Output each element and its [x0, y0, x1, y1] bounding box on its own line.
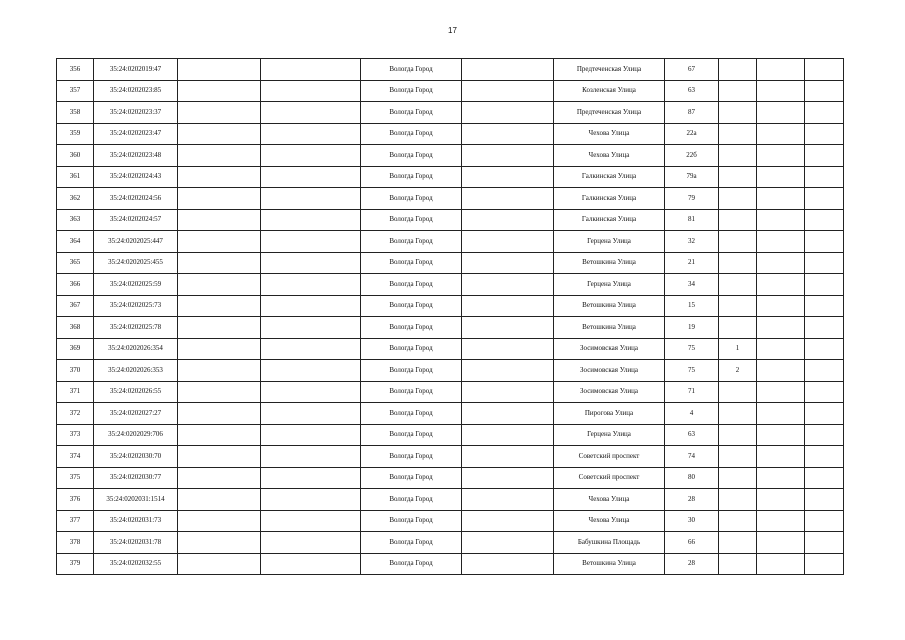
empty-cell: [462, 102, 554, 124]
apartment-cell: [719, 188, 757, 210]
cadastral-number-cell: 35:24:0202032:55: [94, 553, 178, 575]
row-number-cell: 371: [57, 381, 94, 403]
house-number-cell: 74: [665, 446, 719, 468]
row-number-cell: 378: [57, 532, 94, 554]
house-number-cell: 66: [665, 532, 719, 554]
empty-cell: [261, 317, 361, 339]
street-cell: Козленская Улица: [554, 80, 665, 102]
house-number-cell: 22а: [665, 123, 719, 145]
street-cell: Предтеченская Улица: [554, 59, 665, 81]
house-number-cell: 15: [665, 295, 719, 317]
city-cell: Вологда Город: [361, 231, 462, 253]
row-number-cell: 368: [57, 317, 94, 339]
row-number-cell: 372: [57, 403, 94, 425]
empty-cell: [805, 403, 844, 425]
empty-cell: [178, 489, 261, 511]
row-number-cell: 363: [57, 209, 94, 231]
house-number-cell: 28: [665, 553, 719, 575]
empty-cell: [261, 510, 361, 532]
house-number-cell: 79: [665, 188, 719, 210]
street-cell: Герцена Улица: [554, 274, 665, 296]
cadastral-number-cell: 35:24:0202025:455: [94, 252, 178, 274]
house-number-cell: 4: [665, 403, 719, 425]
house-number-cell: 87: [665, 102, 719, 124]
row-number-cell: 357: [57, 80, 94, 102]
cadastral-number-cell: 35:24:0202025:73: [94, 295, 178, 317]
city-cell: Вологда Город: [361, 295, 462, 317]
apartment-cell: [719, 424, 757, 446]
empty-cell: [178, 424, 261, 446]
empty-cell: [757, 381, 805, 403]
cadastral-number-cell: 35:24:0202029:706: [94, 424, 178, 446]
empty-cell: [178, 102, 261, 124]
house-number-cell: 79а: [665, 166, 719, 188]
row-number-cell: 365: [57, 252, 94, 274]
street-cell: Чехова Улица: [554, 510, 665, 532]
empty-cell: [757, 166, 805, 188]
empty-cell: [178, 274, 261, 296]
table-row: [57, 403, 844, 425]
empty-cell: [261, 553, 361, 575]
empty-cell: [261, 532, 361, 554]
empty-cell: [462, 381, 554, 403]
empty-cell: [805, 317, 844, 339]
table-row: [57, 188, 844, 210]
empty-cell: [805, 102, 844, 124]
street-cell: Чехова Улица: [554, 489, 665, 511]
empty-cell: [805, 360, 844, 382]
table-body: [57, 59, 844, 575]
street-cell: Чехова Улица: [554, 145, 665, 167]
empty-cell: [261, 467, 361, 489]
empty-cell: [178, 295, 261, 317]
cadastral-number-cell: 35:24:0202019:47: [94, 59, 178, 81]
apartment-cell: [719, 467, 757, 489]
empty-cell: [757, 188, 805, 210]
empty-cell: [805, 424, 844, 446]
empty-cell: [178, 80, 261, 102]
empty-cell: [757, 231, 805, 253]
house-number-cell: 67: [665, 59, 719, 81]
street-cell: Герцена Улица: [554, 231, 665, 253]
row-number-cell: 367: [57, 295, 94, 317]
empty-cell: [462, 403, 554, 425]
table-row: [57, 360, 844, 382]
cadastral-number-cell: 35:24:0202026:353: [94, 360, 178, 382]
empty-cell: [261, 231, 361, 253]
apartment-cell: [719, 80, 757, 102]
empty-cell: [261, 274, 361, 296]
street-cell: Ветошкина Улица: [554, 553, 665, 575]
house-number-cell: 63: [665, 80, 719, 102]
empty-cell: [462, 252, 554, 274]
city-cell: Вологда Город: [361, 381, 462, 403]
row-number-cell: 359: [57, 123, 94, 145]
empty-cell: [757, 446, 805, 468]
street-cell: Предтеченская Улица: [554, 102, 665, 124]
row-number-cell: 373: [57, 424, 94, 446]
empty-cell: [462, 510, 554, 532]
empty-cell: [805, 80, 844, 102]
empty-cell: [757, 209, 805, 231]
cadastral-number-cell: 35:24:0202023:47: [94, 123, 178, 145]
city-cell: Вологда Город: [361, 274, 462, 296]
empty-cell: [178, 188, 261, 210]
apartment-cell: [719, 295, 757, 317]
empty-cell: [757, 274, 805, 296]
empty-cell: [757, 295, 805, 317]
empty-cell: [178, 231, 261, 253]
city-cell: Вологда Город: [361, 403, 462, 425]
street-cell: Зосимовская Улица: [554, 338, 665, 360]
row-number-cell: 362: [57, 188, 94, 210]
empty-cell: [178, 59, 261, 81]
empty-cell: [261, 166, 361, 188]
table-row: [57, 553, 844, 575]
apartment-cell: [719, 489, 757, 511]
street-cell: Чехова Улица: [554, 123, 665, 145]
table-row: [57, 80, 844, 102]
cadastral-number-cell: 35:24:0202030:77: [94, 467, 178, 489]
empty-cell: [178, 338, 261, 360]
empty-cell: [178, 446, 261, 468]
city-cell: Вологда Город: [361, 424, 462, 446]
empty-cell: [757, 532, 805, 554]
empty-cell: [805, 166, 844, 188]
empty-cell: [261, 403, 361, 425]
house-number-cell: 32: [665, 231, 719, 253]
empty-cell: [261, 338, 361, 360]
row-number-cell: 356: [57, 59, 94, 81]
empty-cell: [757, 338, 805, 360]
street-cell: Ветошкина Улица: [554, 317, 665, 339]
address-register-table: [56, 58, 844, 575]
empty-cell: [757, 317, 805, 339]
house-number-cell: 80: [665, 467, 719, 489]
city-cell: Вологда Город: [361, 489, 462, 511]
empty-cell: [462, 145, 554, 167]
empty-cell: [805, 489, 844, 511]
house-number-cell: 34: [665, 274, 719, 296]
cadastral-number-cell: 35:24:0202024:57: [94, 209, 178, 231]
empty-cell: [261, 123, 361, 145]
city-cell: Вологда Город: [361, 59, 462, 81]
empty-cell: [178, 510, 261, 532]
table-row: [57, 295, 844, 317]
empty-cell: [805, 338, 844, 360]
row-number-cell: 375: [57, 467, 94, 489]
city-cell: Вологда Город: [361, 360, 462, 382]
street-cell: Зосимовская Улица: [554, 381, 665, 403]
empty-cell: [462, 467, 554, 489]
table-row: [57, 209, 844, 231]
apartment-cell: [719, 102, 757, 124]
empty-cell: [757, 123, 805, 145]
city-cell: Вологда Город: [361, 252, 462, 274]
cadastral-number-cell: 35:24:0202026:55: [94, 381, 178, 403]
street-cell: Ветошкина Улица: [554, 252, 665, 274]
cadastral-number-cell: 35:24:0202023:48: [94, 145, 178, 167]
row-number-cell: 361: [57, 166, 94, 188]
empty-cell: [261, 145, 361, 167]
city-cell: Вологда Город: [361, 102, 462, 124]
empty-cell: [178, 403, 261, 425]
empty-cell: [178, 317, 261, 339]
table-row: [57, 424, 844, 446]
cadastral-number-cell: 35:24:0202030:70: [94, 446, 178, 468]
empty-cell: [261, 424, 361, 446]
empty-cell: [178, 209, 261, 231]
empty-cell: [805, 467, 844, 489]
row-number-cell: 374: [57, 446, 94, 468]
empty-cell: [261, 489, 361, 511]
table-row: [57, 467, 844, 489]
empty-cell: [757, 360, 805, 382]
apartment-cell: [719, 252, 757, 274]
empty-cell: [757, 102, 805, 124]
street-cell: Галкинская Улица: [554, 209, 665, 231]
street-cell: Бабушкина Площадь: [554, 532, 665, 554]
apartment-cell: [719, 553, 757, 575]
cadastral-number-cell: 35:24:0202024:56: [94, 188, 178, 210]
empty-cell: [757, 467, 805, 489]
street-cell: Ветошкина Улица: [554, 295, 665, 317]
empty-cell: [462, 209, 554, 231]
apartment-cell: [719, 446, 757, 468]
table-row: [57, 102, 844, 124]
empty-cell: [462, 231, 554, 253]
row-number-cell: 376: [57, 489, 94, 511]
street-cell: Галкинская Улица: [554, 188, 665, 210]
empty-cell: [178, 532, 261, 554]
empty-cell: [805, 510, 844, 532]
empty-cell: [261, 295, 361, 317]
empty-cell: [805, 553, 844, 575]
cadastral-number-cell: 35:24:0202027:27: [94, 403, 178, 425]
empty-cell: [178, 467, 261, 489]
empty-cell: [462, 80, 554, 102]
cadastral-number-cell: 35:24:0202031:1514: [94, 489, 178, 511]
empty-cell: [757, 80, 805, 102]
street-cell: Галкинская Улица: [554, 166, 665, 188]
empty-cell: [757, 489, 805, 511]
city-cell: Вологда Город: [361, 209, 462, 231]
empty-cell: [178, 145, 261, 167]
apartment-cell: [719, 403, 757, 425]
empty-cell: [757, 59, 805, 81]
house-number-cell: 21: [665, 252, 719, 274]
empty-cell: [805, 446, 844, 468]
apartment-cell: [719, 317, 757, 339]
empty-cell: [805, 188, 844, 210]
apartment-cell: [719, 209, 757, 231]
cadastral-number-cell: 35:24:0202031:78: [94, 532, 178, 554]
empty-cell: [805, 209, 844, 231]
empty-cell: [462, 446, 554, 468]
empty-cell: [462, 59, 554, 81]
apartment-cell: [719, 123, 757, 145]
empty-cell: [178, 166, 261, 188]
street-cell: Пирогова Улица: [554, 403, 665, 425]
table-row: [57, 123, 844, 145]
empty-cell: [757, 145, 805, 167]
table-row: [57, 317, 844, 339]
empty-cell: [805, 231, 844, 253]
cadastral-number-cell: 35:24:0202023:85: [94, 80, 178, 102]
city-cell: Вологда Город: [361, 317, 462, 339]
table-row: [57, 252, 844, 274]
cadastral-number-cell: 35:24:0202026:354: [94, 338, 178, 360]
empty-cell: [757, 403, 805, 425]
empty-cell: [261, 80, 361, 102]
street-cell: Герцена Улица: [554, 424, 665, 446]
house-number-cell: 22б: [665, 145, 719, 167]
table-row: [57, 338, 844, 360]
empty-cell: [805, 59, 844, 81]
table-row: [57, 231, 844, 253]
table-row: [57, 446, 844, 468]
empty-cell: [178, 252, 261, 274]
house-number-cell: 81: [665, 209, 719, 231]
empty-cell: [805, 532, 844, 554]
house-number-cell: 75: [665, 338, 719, 360]
apartment-cell: [719, 532, 757, 554]
empty-cell: [178, 553, 261, 575]
empty-cell: [462, 338, 554, 360]
empty-cell: [261, 102, 361, 124]
empty-cell: [462, 188, 554, 210]
empty-cell: [462, 424, 554, 446]
empty-cell: [757, 510, 805, 532]
empty-cell: [462, 489, 554, 511]
empty-cell: [261, 252, 361, 274]
empty-cell: [462, 317, 554, 339]
apartment-cell: [719, 145, 757, 167]
city-cell: Вологда Город: [361, 80, 462, 102]
row-number-cell: 358: [57, 102, 94, 124]
empty-cell: [805, 274, 844, 296]
empty-cell: [462, 553, 554, 575]
empty-cell: [462, 360, 554, 382]
empty-cell: [261, 209, 361, 231]
empty-cell: [757, 252, 805, 274]
city-cell: Вологда Город: [361, 532, 462, 554]
city-cell: Вологда Город: [361, 145, 462, 167]
city-cell: Вологда Город: [361, 338, 462, 360]
empty-cell: [462, 295, 554, 317]
empty-cell: [805, 381, 844, 403]
apartment-cell: [719, 59, 757, 81]
cadastral-number-cell: 35:24:0202025:59: [94, 274, 178, 296]
apartment-cell: 1: [719, 338, 757, 360]
city-cell: Вологда Город: [361, 188, 462, 210]
empty-cell: [261, 188, 361, 210]
row-number-cell: 370: [57, 360, 94, 382]
row-number-cell: 366: [57, 274, 94, 296]
table-row: [57, 166, 844, 188]
apartment-cell: [719, 166, 757, 188]
apartment-cell: [719, 274, 757, 296]
empty-cell: [462, 274, 554, 296]
cadastral-number-cell: 35:24:0202025:78: [94, 317, 178, 339]
empty-cell: [261, 381, 361, 403]
empty-cell: [757, 553, 805, 575]
table-row: [57, 274, 844, 296]
empty-cell: [261, 360, 361, 382]
city-cell: Вологда Город: [361, 166, 462, 188]
empty-cell: [805, 252, 844, 274]
empty-cell: [178, 123, 261, 145]
apartment-cell: 2: [719, 360, 757, 382]
house-number-cell: 30: [665, 510, 719, 532]
row-number-cell: 369: [57, 338, 94, 360]
city-cell: Вологда Город: [361, 467, 462, 489]
cadastral-number-cell: 35:24:0202024:43: [94, 166, 178, 188]
table-row: [57, 145, 844, 167]
table-row: [57, 510, 844, 532]
house-number-cell: 71: [665, 381, 719, 403]
empty-cell: [757, 424, 805, 446]
row-number-cell: 379: [57, 553, 94, 575]
empty-cell: [261, 446, 361, 468]
street-cell: Советский проспект: [554, 467, 665, 489]
table-row: [57, 381, 844, 403]
empty-cell: [805, 295, 844, 317]
city-cell: Вологда Город: [361, 123, 462, 145]
apartment-cell: [719, 231, 757, 253]
house-number-cell: 75: [665, 360, 719, 382]
empty-cell: [178, 381, 261, 403]
empty-cell: [178, 360, 261, 382]
empty-cell: [805, 123, 844, 145]
empty-cell: [462, 123, 554, 145]
empty-cell: [805, 145, 844, 167]
street-cell: Советский проспект: [554, 446, 665, 468]
cadastral-number-cell: 35:24:0202023:37: [94, 102, 178, 124]
empty-cell: [261, 59, 361, 81]
table-row: [57, 59, 844, 81]
apartment-cell: [719, 381, 757, 403]
table-row: [57, 489, 844, 511]
street-cell: Зосимовская Улица: [554, 360, 665, 382]
row-number-cell: 377: [57, 510, 94, 532]
city-cell: Вологда Город: [361, 553, 462, 575]
city-cell: Вологда Город: [361, 510, 462, 532]
house-number-cell: 19: [665, 317, 719, 339]
row-number-cell: 360: [57, 145, 94, 167]
row-number-cell: 364: [57, 231, 94, 253]
house-number-cell: 63: [665, 424, 719, 446]
apartment-cell: [719, 510, 757, 532]
house-number-cell: 28: [665, 489, 719, 511]
page-number: 17: [448, 26, 457, 35]
city-cell: Вологда Город: [361, 446, 462, 468]
cadastral-number-cell: 35:24:0202031:73: [94, 510, 178, 532]
cadastral-number-cell: 35:24:0202025:447: [94, 231, 178, 253]
empty-cell: [462, 166, 554, 188]
table-row: [57, 532, 844, 554]
empty-cell: [462, 532, 554, 554]
